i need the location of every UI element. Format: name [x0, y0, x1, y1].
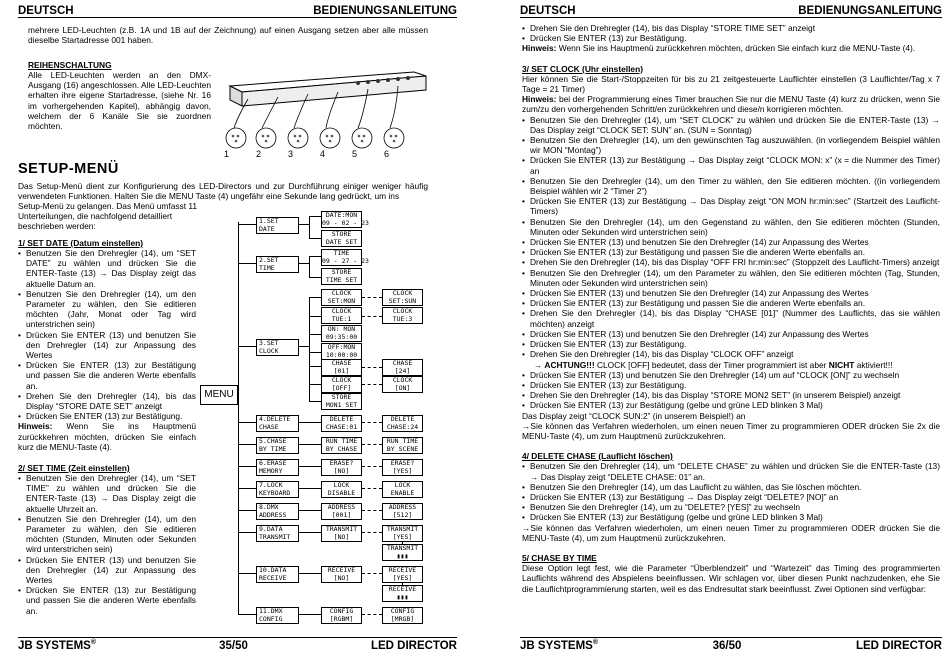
list-item: • Benutzen Sie den Drehregler (14), um “SET DATE” zu wählen und drücken Sie die ENTER-Taste (13) → Das Display zeigt das aktuelle Datum an.	[18, 248, 196, 289]
list-item: • Drehen Sie den Drehregler (14), bis das Display “STORE TIME SET” anzeigt	[522, 23, 816, 33]
menu-item-dmx-config: 11.DMX CONFIG	[256, 607, 299, 624]
list-item: • Drücken Sie ENTER (13) zur Bestätigung → Das Display zeigt “DELETE? [NO]” an	[522, 491, 839, 502]
display-box: ON: MON 09:35:00	[321, 325, 362, 342]
list-item: • Drücken Sie ENTER (13) zur Bestätigung.	[18, 411, 183, 422]
display-box: CONFIG [RGBM]	[321, 607, 362, 624]
list-item: • Benutzen Sie den Drehregler (14), um den gewünschten Tag auszuwählen. (in vorliegendem Beispiel wählen wir MON “Montag”)	[522, 135, 940, 156]
hint: Hinweis: Wenn Sie ins Hauptmenü zurückkehren möchten, drücken Sie einfach kurz die MENU-Taste (4).	[522, 43, 916, 54]
header-language: DEUTSCH	[520, 5, 576, 17]
section-1-list	[18, 248, 196, 452]
section-5-title: 5/ CHASE BY TIME	[522, 552, 597, 563]
list-item: • Drücken Sie ENTER (13) zur Bestätigung und passen Sie die anderen Werte ebenfalls an.	[18, 585, 196, 616]
display-box: RUN TIME BY SCENE	[382, 437, 423, 454]
page-footer	[520, 637, 942, 652]
fixture-label: 4	[320, 149, 326, 159]
list-item: • Benutzen Sie den Drehregler (14), um den Timer zu wählen, den Sie editieren möchten. ((in vorliegendem Beispiel wählen wir 2 “Timer 2”)	[522, 175, 940, 197]
setup-paragraph: Das Setup-Menü dient zur Konfigurierung des LED-Directors und zur Durchführung einiger weniger häufig verwendeten Funktionen. Halten Sie die MENU Taste (4) ungefähr eine Sekunde lang gedrückt, um ins	[18, 181, 428, 202]
display-box: CLOCK [ON]	[382, 376, 423, 393]
list-item: • Drücken Sie ENTER (13) zur Bestätigung und passen Sie die anderen Werte ebenfalls an.	[522, 298, 866, 309]
display-box: RUN TIME BY CHASE	[321, 437, 362, 454]
section-2-list	[18, 473, 196, 616]
reihen-title: REIHENSCHALTUNG	[28, 60, 112, 70]
page-right	[475, 0, 950, 654]
display-box: DELETE CHASE:01	[321, 415, 362, 432]
footer-brand: JB SYSTEMS®	[520, 639, 599, 652]
list-item: • Benutzen Sie den Drehregler (14), um den Parameter zu wählen, den Sie editieren möchten (Stunden, Minuten oder Sekunden wird unterstrichen sein)	[18, 513, 196, 555]
list-item: • Drücken Sie ENTER (13) und benutzen Sie den Drehregler (14) zur Anpassung des Wertes	[522, 328, 869, 339]
section-4-title: 4/ DELETE CHASE (Lauflicht löschen)	[522, 451, 673, 462]
display-box: CHASE [01]	[321, 359, 362, 376]
display-box: ADDRESS [512]	[382, 503, 423, 520]
display-box: LOCK DISABLE	[321, 481, 362, 498]
fixture-label: 6	[384, 149, 390, 159]
list-item: • Benutzen Sie den Drehregler (14), um den Gegenstand zu wählen, den Sie editieren möchten (Stunden, Minuten oder Sekunden wird unterstrichen sein)	[522, 216, 940, 237]
section-3-intro: Hier können Sie die Start-/Stoppzeiten für bis zu 21 zeitgesteuerte Lauflichter einstellen (3 Lauflichter/Tag x 7 Tage = 21 Timer)	[522, 73, 940, 95]
list-item: • Drücken Sie ENTER (13) zur Bestätigung und passen Sie die anderen Werte ebenfalls an.	[18, 360, 196, 391]
list-item: • Benutzen Sie den Drehregler (14), um “DELETE CHASE” zu wählen und drücken Sie die ENTER-Taste (13) → Das Display zeigt “DELETE CHASE: 01” an.	[522, 461, 940, 482]
hint: Hinweis: Wenn Sie ins Hauptmenü zurückkehren möchten, drücken Sie einfach kurz die MENU-Taste (4).	[18, 421, 196, 452]
menu-item-set-time: 2.SET TIME	[256, 256, 299, 273]
section-2-title: 2/ SET TIME (Zeit einstellen)	[18, 463, 130, 473]
list-item: • Drehen Sie den Drehregler (14), bis das Display “CHASE [01]” (Nummer des Lauflichts, das sie wählen möchten) anzeigt	[522, 308, 940, 329]
list-item: • Drücken Sie ENTER (13) und benutzen Sie den Drehregler (14) zur Anpassung des Wertes	[522, 288, 869, 299]
list-item: • Drehen Sie den Drehregler (14), bis das Display “STORE MON2 SET” (in unserem Beispiel) anzeigt	[522, 390, 901, 401]
list-item: • Benutzen Sie den Drehregler (14), um den Parameter zu wählen, den Sie editieren möchten (Tag, Stunden, Minuten oder Sekunden wird unterstrichen sein)	[522, 267, 940, 288]
display-note: Das Display zeigt “CLOCK SUN:2” (in unserem Beispiel!) an	[522, 410, 746, 421]
list-item: • Benutzen Sie den Drehregler (14), um den Parameter zu wählen, den Sie editieren möchten (Jahr, Monat oder Tag wird unterstrichen sein)	[18, 288, 196, 330]
list-item: • Benutzen Sie den Drehregler (14), um das Lauflicht zu wählen, das Sie löschen möchten.	[522, 481, 862, 492]
display-box: TRANSMIT [YES]	[382, 525, 423, 542]
fixture-label: 5	[352, 149, 358, 159]
list-item: • Benutzen Sie den Drehregler (14), um zu “DELETE? [YES]” zu wechseln	[522, 502, 800, 513]
section-1-title: 1/ SET DATE (Datum einstellen)	[18, 238, 144, 248]
footer-brand: JB SYSTEMS®	[18, 639, 97, 652]
display-box: STORE DATE SET	[321, 230, 362, 247]
setup-title: SETUP-MENÜ	[18, 161, 119, 177]
display-box: LOCK ENABLE	[382, 481, 423, 498]
display-box: CLOCK [OFF]	[321, 376, 362, 393]
list-item: • Drehen Sie den Drehregler (14), bis das Display “STORE DATE SET” anzeigt	[18, 390, 196, 412]
list-item: • Drücken Sie ENTER (13) und benutzen Sie den Drehregler (14) zur Anpassung des Wertes	[18, 554, 196, 586]
daisy-chain-illustration-icon	[218, 66, 430, 162]
setup-paragraph-narrow: Setup-Menü zu gelangen. Das Menü umfasst 11 Unterteilungen, die nachfolgend detailliert beschrieben werden:	[18, 201, 198, 232]
section-5-paragraph: Diese Option legt fest, wie die Parameter “Überblendzeit” und “Wartezeit” das Timing des programmierten Lauflichts während des Abspielens beeinflussen. Wir schlagen vor, über diesen Punkt nachzudenken, ehe Sie die Lauflichtprogrammierung starten, weil es das Endresultat stark beeinflusst. Zwei Optionen sind verfügbar:	[522, 563, 940, 594]
hint: Hinweis: bei der Programmierung eines Timer brauchen Sie nur die MENU Taste (4) kurz zu drücken, wenn Sie zum/zu den vorhergehenden Schritt/en zurückkehren und diese/n korrigieren möchten.	[522, 94, 940, 115]
display-box: DATE:MON 09 - 02 - 23	[322, 211, 369, 227]
display-box: STORE TIME SET	[321, 268, 362, 285]
display-box: RECEIVE [NO]	[321, 566, 362, 583]
list-item: • Drücken Sie ENTER (13) und benutzen Sie den Drehregler (14) um auf “CLOCK [ON]” zu wechseln	[522, 369, 900, 380]
list-item: • Drücken Sie ENTER (13) zur Bestätigung und passen Sie die anderen Werte ebenfalls an.	[522, 247, 866, 258]
list-item: • Drücken Sie ENTER (13) zur Bestätigung.	[522, 339, 687, 350]
list-item: • Drücken Sie ENTER (13) und benutzen Sie den Drehregler (14) zur Anpassung des Wertes	[522, 237, 869, 248]
header-language: DEUTSCH	[18, 5, 74, 17]
display-box: CLOCK TUE:1	[321, 307, 362, 324]
menu-item-set-clock: 3.SET CLOCK	[256, 339, 299, 356]
display-box: STORE MON1 SET	[321, 393, 362, 410]
fixture-label: 2	[256, 149, 262, 159]
footer-product: LED DIRECTOR	[855, 640, 942, 652]
menu-item-set-date: 1.SET DATE	[256, 217, 299, 234]
display-box: TRANSMIT [NO]	[321, 525, 362, 542]
display-box: RECEIVE ▮▮▮	[382, 585, 423, 602]
list-item: • Drehen Sie den Drehregler (14), bis das Display “CLOCK OFF” anzeigt	[522, 349, 794, 360]
display-box: CONFIG [MRGB]	[382, 607, 423, 624]
list-item: • Drücken Sie ENTER (13) zur Bestätigung → Das Display zeigt “ON MON hr:min:sec” (Startzeit des Lauflicht-Timers)	[522, 196, 940, 217]
fixture-label: 1	[224, 149, 230, 159]
display-box: CLOCK SET:SUN	[382, 289, 423, 306]
list-item: • Drücken Sie ENTER (13) und benutzen Sie den Drehregler (14) zur Anpassung des Wertes	[18, 329, 196, 361]
repeat-note: →Sie können das Verfahren wiederholen, um einen neuen Timer zu programmieren ODER drücken Sie 2x die MENU-Taste (4), um zum Hauptmenü zurückzukehren.	[522, 420, 940, 441]
section-3-title: 3/ SET CLOCK (Uhr einstellen)	[522, 63, 643, 74]
menu-item-delete-chase: 4.DELETE CHASE	[256, 415, 299, 432]
list-item: • Benutzen Sie den Drehregler (14), um “SET CLOCK” zu wählen und drücken Sie die ENTER-Taste (13) → Das Display zeigt “CLOCK SET: SUN” an. (SUN = Sonntag)	[522, 114, 940, 135]
header-title: BEDIENUNGSANLEITUNG	[798, 5, 942, 17]
display-box: CHASE [24]	[382, 359, 423, 376]
list-item: • Drücken Sie ENTER (13) zur Bestätigung.	[522, 33, 687, 44]
footer-product: LED DIRECTOR	[370, 640, 457, 652]
display-box: CLOCK TUE:3	[382, 307, 423, 324]
warning-line: → ACHTUNG!!! CLOCK [OFF] bedeutet, dass der Timer programmiert ist aber NICHT aktiviert!!!	[534, 359, 893, 370]
display-box: DELETE CHASE:24	[382, 415, 423, 432]
menu-item-chase-by-time: 5.CHASE BY TIME	[256, 437, 299, 454]
page-header	[18, 2, 457, 18]
list-item: • Drücken Sie ENTER (13) zur Bestätigung.	[522, 379, 687, 390]
footer-page-number: 35/50	[219, 640, 248, 652]
repeat-note: →Sie können das Verfahren wiederholen, um einen neuen Timer zu programmieren ODER drücken Sie die MENU-Taste (4), um zum Hauptmenü zurückzukehren.	[522, 522, 940, 543]
list-item: • Benutzen Sie den Drehregler (14), um “SET TIME” zu wählen und drücken Sie die ENTER-Taste (13) → Das Display zeigt die aktuelle Uhrzeit an.	[18, 473, 196, 514]
display-box: ERASE? [NO]	[321, 459, 362, 476]
list-item: • Drücken Sie ENTER (13) zur Bestätigung → Das Display zeigt “CLOCK MON: x” (x = die Nummer des Timer) an	[522, 155, 940, 176]
reihen-paragraph: Alle LED-Leuchten werden an den DMX-Ausgang (16) angeschlossen. Alle LED-Leuchten erhalten ihre eigene Startadresse, (siehe Nr. 16 im vorhergehenden Kapitel), abhängig davon, welchem der 6 Kanäle Sie sie zuordnen möchten.	[28, 70, 211, 132]
menu-root-box: MENU	[200, 385, 238, 405]
display-box: ERASE? [YES]	[382, 459, 423, 476]
display-box: TRANSMIT ▮▮▮	[382, 544, 423, 561]
right-column	[522, 23, 940, 594]
page-footer	[18, 637, 457, 652]
list-item: • Drehen Sie den Drehregler (14), bis das Display “OFF FRI hr:min:sec” (Stoppzeit des Lauflicht-Timers) anzeigt	[522, 257, 940, 268]
menu-item-dmx-address: 8.DMX ADDRESS	[256, 503, 299, 520]
header-title: BEDIENUNGSANLEITUNG	[313, 5, 457, 17]
display-box: RECEIVE [YES]	[382, 566, 423, 583]
footer-page-number: 36/50	[712, 640, 742, 652]
menu-item-erase-memory: 6.ERASE MEMORY	[256, 459, 299, 476]
page-header	[520, 2, 942, 18]
list-item: • Drücken Sie ENTER (13) zur Bestätigung (gelbe und grüne LED blinken 3 Mal)	[522, 512, 823, 523]
display-box: CLOCK SET:MON	[321, 289, 362, 306]
list-item: • Drücken Sie ENTER (13) zur Bestätigung (gelbe und grüne LED blinken 3 Mal)	[522, 400, 823, 411]
display-box: ADDRESS [001]	[321, 503, 362, 520]
intro-paragraph: mehrere LED-Leuchten (z.B. 1A und 1B auf der Zeichnung) auf einen Ausgang setzen aber alle müssen dieselbe Startadresse 001 haben.	[28, 25, 428, 46]
menu-item-data-transmit: 9.DATA TRANSMIT	[256, 525, 299, 542]
display-box: TIME 09 - 27 - 23	[322, 249, 369, 265]
menu-item-lock-keyboard: 7.LOCK KEYBOARD	[256, 481, 299, 498]
display-box: OFF:MON 10:00:00	[321, 343, 362, 360]
fixture-label: 3	[288, 149, 294, 159]
menu-item-data-receive: 10.DATA RECEIVE	[256, 566, 299, 583]
